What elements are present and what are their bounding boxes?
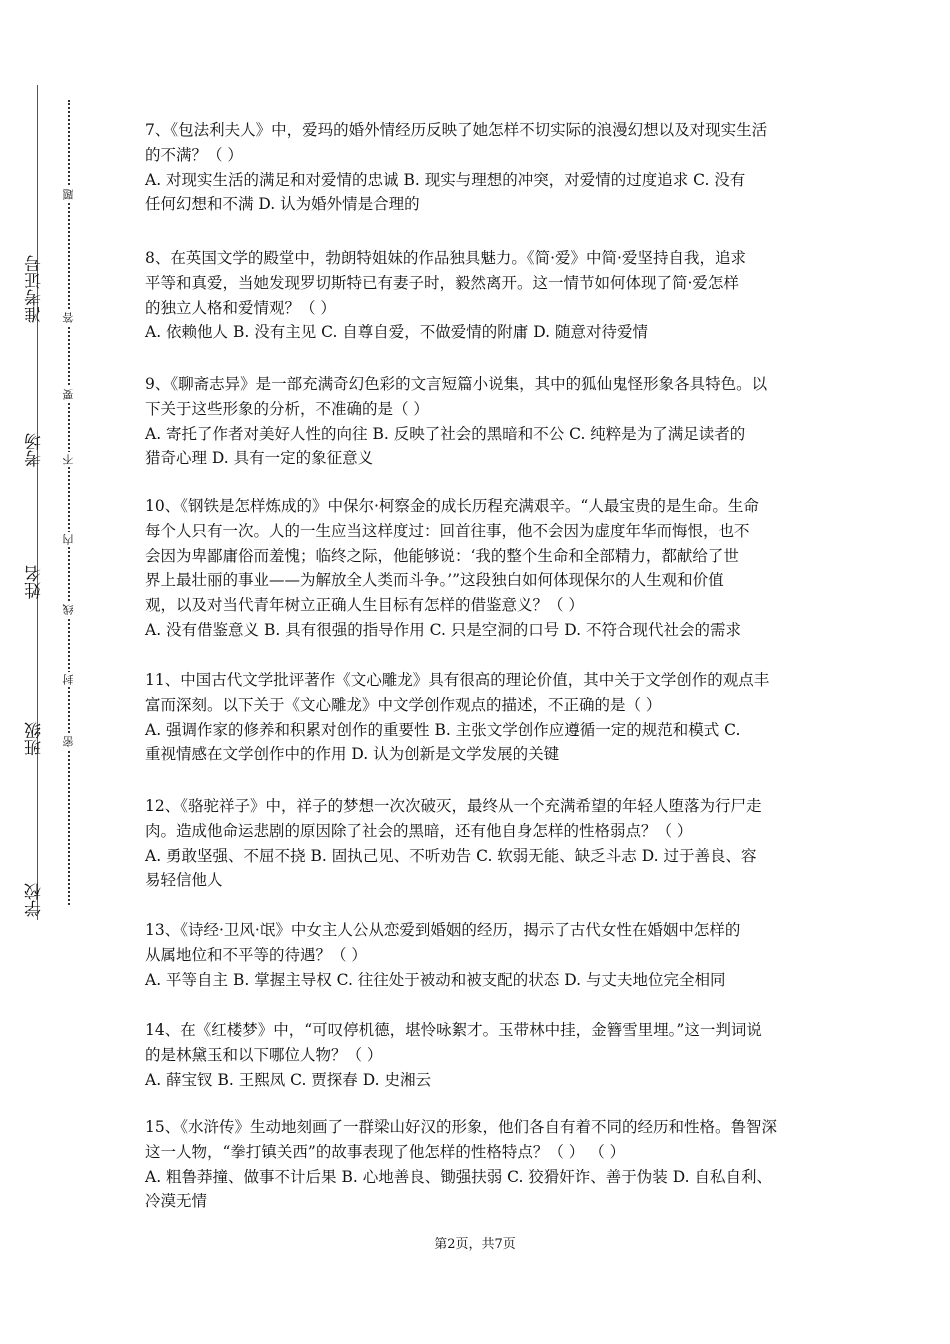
field-school: 学校 — [25, 883, 45, 917]
field-exam-id: 准考证号 — [25, 255, 45, 323]
question-line: A. 强调作家的修养和积累对创作的重要性 B. 主张文学创作应遵循一定的规范和模式 C. — [145, 720, 741, 739]
question-line: A. 平等自主 B. 掌握主导权 C. 往往处于被动和被支配的状态 D. 与丈夫地位完全相同 — [145, 970, 726, 989]
question-7 — [145, 118, 825, 217]
question-line: 11、中国古代文学批评著作《文心雕龙》具有很高的理论价值，其中关于文学创作的观点丰 — [145, 671, 770, 689]
binding-line — [37, 85, 38, 920]
field-exam-room: 考场 — [25, 433, 45, 467]
question-9 — [145, 372, 825, 471]
question-line: 会因为卑鄙庸俗而羞愧；临终之际，他能够说：‘我的整个生命和全部精力，都献给了世 — [145, 546, 739, 565]
question-line: A. 寄托了作者对美好人性的向往 B. 反映了社会的黑暗和不公 C. 纯粹是为了满足读者的 — [145, 424, 746, 443]
question-line: 易轻信他人 — [145, 871, 223, 890]
seal-char: 题 — [62, 189, 75, 200]
seal-char: 答 — [62, 312, 75, 323]
question-line: 每个人只有一次。人的一生应当这样度过：回首往事，他不会因为虚度年华而悔恨，也不 — [145, 521, 750, 540]
question-15 — [145, 1115, 825, 1214]
seal-char: 线 — [62, 604, 75, 615]
question-line: A. 没有借鉴意义 B. 具有很强的指导作用 C. 只是空洞的口号 D. 不符合现代社会的需求 — [145, 620, 741, 639]
question-line: A. 勇敢坚强、不屈不挠 B. 固执己见、不听劝告 C. 软弱无能、缺乏斗志 D. 过于善良、容 — [145, 846, 757, 865]
question-12 — [145, 794, 825, 893]
question-line: 任何幻想和不满 D. 认为婚外情是合理的 — [145, 195, 420, 214]
question-line: A. 依赖他人 B. 没有主见 C. 自尊自爱，不做爱情的附庸 D. 随意对待爱情 — [145, 323, 648, 342]
question-line: A. 粗鲁莽撞、做事不计后果 B. 心地善良、锄强扶弱 C. 狡猾奸诈、善于伪装 D. 自私自利、 — [145, 1167, 772, 1186]
question-line: 肉。造成他命运悲剧的原因除了社会的黑暗，还有他自身怎样的性格弱点？（ ） — [145, 821, 693, 840]
question-line: 从属地位和不平等的待遇？（ ） — [145, 945, 367, 964]
question-line: 8、在英国文学的殿堂中，勃朗特姐妹的作品独具魅力。《简·爱》中简·爱坚持自我，追求 — [145, 249, 746, 267]
question-line: 10、《钢铁是怎样炼成的》中保尔·柯察金的成长历程充满艰辛。“人最宝贵的是生命。生命 — [145, 497, 759, 515]
question-line: A. 对现实生活的满足和对爱情的忠诚 B. 现实与理想的冲突，对爱情的过度追求 C. 没有 — [145, 170, 746, 189]
question-line: 冷漠无情 — [145, 1192, 208, 1211]
question-line: 猎奇心理 D. 具有一定的象征意义 — [145, 449, 374, 468]
seal-char: 内 — [62, 534, 75, 545]
question-line: 观，以及对当代青年树立正确人生目标有怎样的借鉴意义？（ ） — [145, 596, 584, 615]
field-name: 姓名 — [25, 565, 45, 599]
question-10 — [145, 494, 825, 643]
question-14 — [145, 1018, 825, 1092]
question-line: A. 薛宝钗 B. 王熙凤 C. 贾探春 D. 史湘云 — [145, 1070, 431, 1089]
question-line: 的是林黛玉和以下哪位人物？（ ） — [145, 1045, 383, 1064]
question-line: 14、在《红楼梦》中，“可叹停机德，堪怜咏絮才。玉带林中挂，金簪雪里埋。”这一判词说 — [145, 1021, 762, 1039]
field-class: 班级 — [25, 722, 45, 756]
question-line: 的独立人格和爱情观？（ ） — [145, 298, 336, 317]
question-line: 9、《聊斋志异》是一部充满奇幻色彩的文言短篇小说集，其中的狐仙鬼怪形象各具特色。以 — [145, 375, 768, 393]
question-line: 平等和真爱，当她发现罗切斯特已有妻子时，毅然离开。这一情节如何体现了简·爱怎样 — [145, 273, 739, 292]
page-number: 第2页，共7页 — [434, 1237, 516, 1252]
question-line: 界上最壮丽的事业——为解放全人类而斗争。’”这段独白如何体现保尔的人生观和价值 — [145, 571, 724, 590]
question-line: 12、《骆驼祥子》中，祥子的梦想一次次破灭，最终从一个充满希望的年轻人堕落为行尸走 — [145, 797, 762, 815]
question-line: 13、《诗经·卫风·氓》中女主人公从恋爱到婚姻的经历，揭示了古代女性在婚姻中怎样的 — [145, 921, 741, 939]
seal-char: 要 — [62, 389, 75, 400]
question-line: 15、《水浒传》生动地刻画了一群梁山好汉的形象，他们各自有着不同的经历和性格。鲁智深 — [145, 1118, 777, 1136]
seal-dotted-line — [68, 100, 70, 905]
question-8 — [145, 246, 825, 345]
question-line: 重视情感在文学创作中的作用 D. 认为创新是文学发展的关键 — [145, 745, 560, 764]
question-line: 的不满？（ ） — [145, 145, 243, 164]
question-11 — [145, 668, 825, 767]
seal-char: 封 — [62, 674, 75, 685]
question-13 — [145, 918, 825, 992]
seal-char: 密 — [62, 736, 75, 747]
question-line: 7、《包法利夫人》中，爱玛的婚外情经历反映了她怎样不切实际的浪漫幻想以及对现实生活 — [145, 121, 768, 139]
question-line: 富而深刻。以下关于《文心雕龙》中文学创作观点的描述，不正确的是（ ） — [145, 695, 662, 714]
seal-char: 不 — [62, 454, 75, 465]
question-line: 下关于这些形象的分析，不准确的是（ ） — [145, 399, 429, 418]
question-line: 这一人物，“拳打镇关西”的故事表现了他怎样的性格特点？（ ） （ ） — [145, 1142, 626, 1161]
